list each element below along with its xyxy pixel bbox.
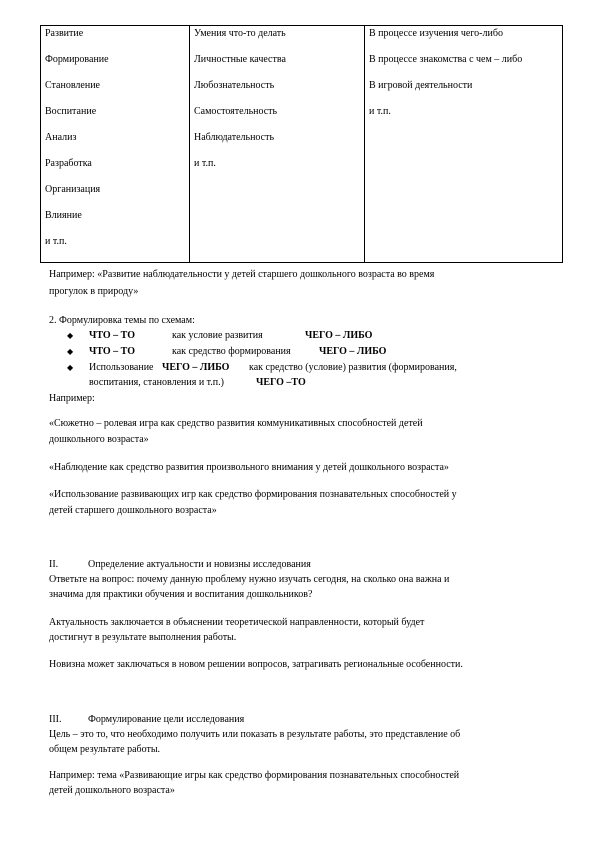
forms-table xyxy=(40,25,563,263)
paragraph-text: Ответьте на вопрос: почему данную проблему нужно изучать сегодня, на сколько она важна и xyxy=(49,574,450,585)
list-item: Анализ xyxy=(45,132,77,143)
paragraph-text: Актуальность заключается в объяснении теоретической направленности, который будет xyxy=(49,617,425,628)
example-text: прогулок в природу» xyxy=(49,286,139,297)
scheme-term: ЧТО – ТО xyxy=(89,330,135,341)
list-item: Любознательность xyxy=(194,80,275,91)
scheme-text: Использование xyxy=(89,362,154,373)
list-item: Воспитание xyxy=(45,106,97,117)
paragraph-text: Например: тема «Развивающие игры как средство формирования познавательных способностей xyxy=(49,770,460,781)
list-item: Самостоятельность xyxy=(194,106,278,117)
list-item: Организация xyxy=(45,184,101,195)
paragraph-text: детей дошкольного возраста» xyxy=(49,785,175,796)
list-item: Влияние xyxy=(45,210,82,221)
list-item: Личностные качества xyxy=(194,54,286,65)
example-label: Например: xyxy=(49,393,95,404)
scheme-term: ЧЕГО – ЛИБО xyxy=(319,346,387,357)
example-text: «Наблюдение как средство развития произвольного внимания у детей дошкольного возраста» xyxy=(49,462,449,473)
scheme-term: ЧЕГО – ЛИБО xyxy=(162,362,230,373)
scheme-term: ЧТО – ТО xyxy=(89,346,135,357)
section-heading: 2. Формулировка темы по схемам: xyxy=(49,315,195,326)
list-item: Развитие xyxy=(45,28,84,39)
bullet-diamond-icon: ◆ xyxy=(67,363,74,372)
list-item: В процессе знакомства с чем – либо xyxy=(369,54,523,65)
list-item: Становление xyxy=(45,80,100,91)
list-item: Разработка xyxy=(45,158,92,169)
scheme-term: ЧЕГО –ТО xyxy=(256,377,306,388)
paragraph-text: общем результате работы. xyxy=(49,744,161,755)
scheme-text: как средство формирования xyxy=(172,346,291,357)
scheme-text: как условие развития xyxy=(172,330,263,341)
list-item: и т.п. xyxy=(45,236,67,247)
bullet-diamond-icon: ◆ xyxy=(67,347,74,356)
paragraph-text: достигнут в результате выполнения работы. xyxy=(49,632,237,643)
example-text: детей старшего дошкольного возраста» xyxy=(49,505,217,516)
bullet-diamond-icon: ◆ xyxy=(67,331,74,340)
list-item: и т.п. xyxy=(194,158,216,169)
section-heading: Формулирование цели исследования xyxy=(88,714,245,725)
example-text: «Сюжетно – ролевая игра как средство развития коммуникативных способностей детей xyxy=(49,418,423,429)
list-item: В процессе изучения чего-либо xyxy=(369,28,503,39)
paragraph-text: Новизна может заключаться в новом решении вопросов, затрагивать региональные особенности. xyxy=(49,659,463,670)
section-heading: Определение актуальности и новизны исследования xyxy=(88,559,311,570)
paragraph-text: значима для практики обучения и воспитания дошкольников? xyxy=(49,589,313,600)
section-number: II. xyxy=(49,559,59,570)
table-column-objects xyxy=(190,26,365,263)
example-text: дошкольного возраста» xyxy=(49,434,149,445)
list-item: Наблюдательность xyxy=(194,132,275,143)
list-item: Умения что-то делать xyxy=(194,28,286,39)
scheme-term: ЧЕГО – ЛИБО xyxy=(305,330,373,341)
list-item: Формирование xyxy=(45,54,109,65)
paragraph-text: Цель – это то, что необходимо получить или показать в результате работы, это представление об xyxy=(49,729,461,740)
scheme-text: как средство (условие) развития (формирования, xyxy=(249,362,457,373)
list-item: В игровой деятельности xyxy=(369,80,473,91)
table-column-actions xyxy=(41,26,190,263)
list-item: и т.п. xyxy=(369,106,391,117)
table-column-conditions xyxy=(365,26,563,263)
section-number: III. xyxy=(49,714,62,725)
example-text: Например: «Развитие наблюдательности у детей старшего дошкольного возраста во время xyxy=(49,269,435,280)
scheme-text: воспитания, становления и т.п.) xyxy=(89,377,224,388)
example-text: «Использование развивающих игр как средство формирования познавательных способностей у xyxy=(49,489,457,500)
